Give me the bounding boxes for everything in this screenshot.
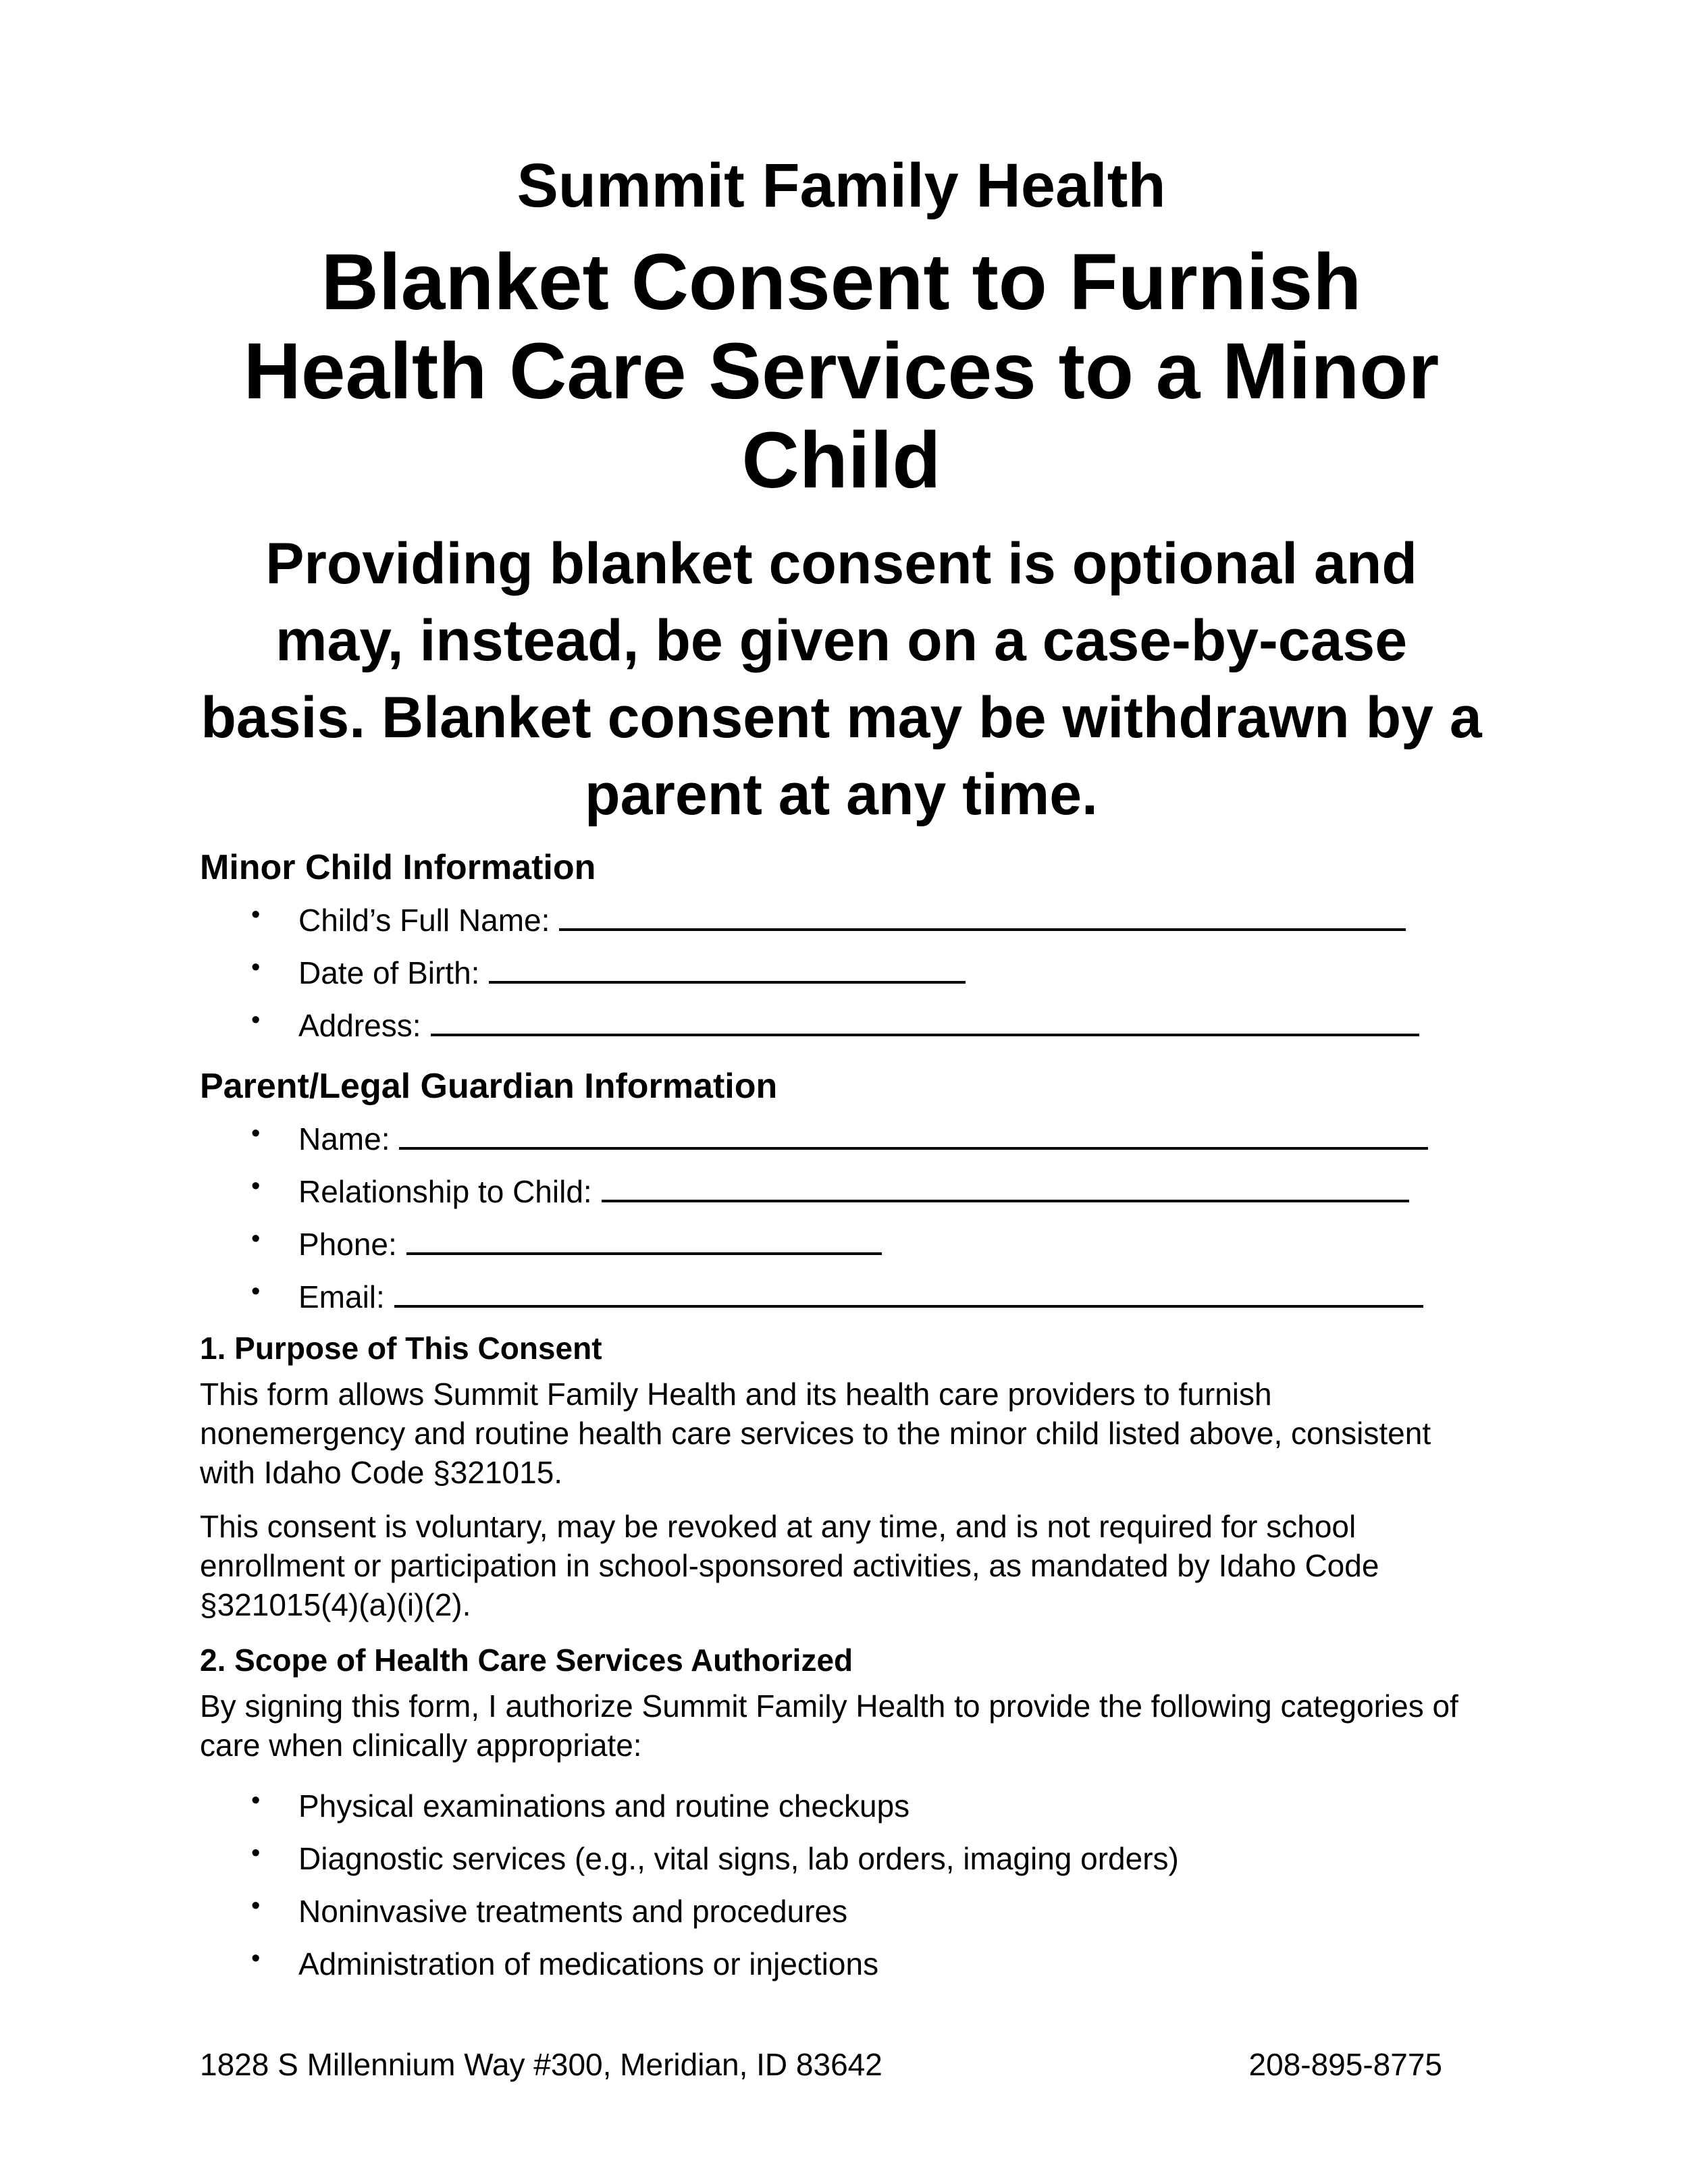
bullet-icon: • — [251, 1892, 261, 1920]
bullet-icon: • — [251, 1786, 261, 1815]
purpose-heading: 1. Purpose of This Consent — [200, 1331, 602, 1366]
bullet-icon: • — [251, 1277, 261, 1306]
guardian-name-field[interactable] — [200, 1113, 1483, 1165]
bullet-icon: • — [251, 1839, 261, 1867]
list-item — [200, 1832, 1483, 1885]
list-item — [200, 1885, 1483, 1938]
voluntary-paragraph: This consent is voluntary, may be revoked at any time, and is not required for school enrollment or participation in school-sponsored activities, as mandated by Idaho Code §321015(4)(a)(i)(2). — [200, 1509, 1379, 1622]
email-field[interactable] — [200, 1271, 1483, 1323]
field-label: Date of Birth: — [298, 955, 480, 990]
bullet-icon: • — [251, 953, 261, 982]
guardian-fields — [200, 1113, 1483, 1323]
bullet-icon: • — [251, 1225, 261, 1253]
phone-field[interactable] — [200, 1218, 1483, 1271]
date-of-birth-field[interactable] — [200, 947, 1483, 999]
minor-child-fields — [200, 894, 1483, 1052]
child-name-line[interactable] — [559, 895, 1406, 931]
field-label: Name: — [298, 1121, 390, 1156]
field-label: Child’s Full Name: — [298, 903, 550, 938]
address-field[interactable] — [200, 999, 1483, 1052]
scope-list — [200, 1780, 1483, 1990]
footer-phone: 208-895-8775 — [1248, 2047, 1442, 2082]
bullet-icon: • — [251, 1119, 261, 1148]
form-title: Blanket Consent to Furnish Health Care Services to a Minor Child — [243, 238, 1440, 505]
field-label: Email: — [298, 1279, 385, 1314]
scope-heading: 2. Scope of Health Care Services Authorized — [200, 1643, 853, 1678]
list-item — [200, 1780, 1483, 1832]
relationship-field[interactable] — [200, 1165, 1483, 1218]
list-item — [200, 1938, 1483, 1990]
footer-address: 1828 S Millennium Way #300, Meridian, ID 83642 — [200, 2047, 882, 2082]
date-of-birth-line[interactable] — [489, 947, 966, 984]
guardian-heading: Parent/Legal Guardian Information — [200, 1067, 778, 1106]
organization-name: Summit Family Health — [517, 151, 1166, 220]
phone-line[interactable] — [406, 1219, 882, 1255]
field-label: Address: — [298, 1008, 421, 1043]
minor-child-heading: Minor Child Information — [200, 848, 596, 887]
list-item-text: Physical examinations and routine checkups — [298, 1788, 910, 1823]
bullet-icon: • — [251, 901, 261, 929]
bullet-icon: • — [251, 1006, 261, 1034]
address-line[interactable] — [431, 1000, 1419, 1036]
child-name-field[interactable] — [200, 894, 1483, 947]
form-subtitle: Providing blanket consent is optional and may, instead, be given on a case-by-case basis. Blanket consent may be withdrawn by a parent at any time. — [201, 531, 1482, 827]
relationship-line[interactable] — [602, 1166, 1409, 1202]
consent-form-page — [200, 149, 1483, 1990]
guardian-name-line[interactable] — [399, 1113, 1428, 1150]
email-line[interactable] — [394, 1271, 1423, 1308]
field-label: Relationship to Child: — [298, 1174, 592, 1209]
purpose-paragraph: This form allows Summit Family Health and its health care providers to furnish nonemergency and routine health care services to the minor child listed above, consistent with Idaho Code §321015. — [200, 1377, 1431, 1490]
list-item-text: Noninvasive treatments and procedures — [298, 1894, 848, 1929]
bullet-icon: • — [251, 1172, 261, 1200]
list-item-text: Diagnostic services (e.g., vital signs, lab orders, imaging orders) — [298, 1841, 1179, 1876]
scope-intro: By signing this form, I authorize Summit Family Health to provide the following categories of care when clinically appropriate: — [200, 1688, 1458, 1763]
list-item-text: Administration of medications or injections — [298, 1946, 879, 1981]
field-label: Phone: — [298, 1227, 397, 1262]
bullet-icon: • — [251, 1944, 261, 1973]
